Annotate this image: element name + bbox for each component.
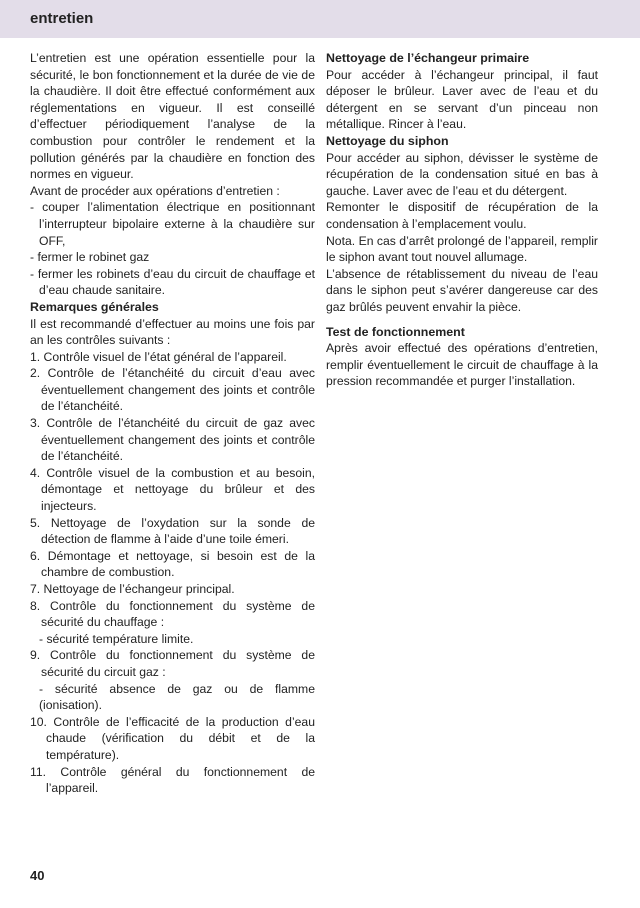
- page-title: entretien: [30, 10, 94, 27]
- test-heading: Test de fonctionnement: [326, 324, 465, 339]
- check-item: 1. Contrôle visuel de l’état général de l’appareil.: [30, 349, 287, 364]
- check-item: 4. Contrôle visuel de la combustion et au besoin, démontage et nettoyage du brûleur et des injecteurs.: [30, 465, 315, 514]
- check-item: 3. Contrôle de l’étanchéité du circuit de gaz avec éventuellement changement des joints et contrôle de l’étanchéité.: [30, 416, 315, 464]
- check-item: 6. Démontage et nettoyage, si besoin est de la chambre de combustion.: [30, 548, 315, 580]
- check-subitem: - sécurité température limite.: [39, 631, 194, 646]
- right-column: [326, 50, 598, 390]
- siphon-heading: Nettoyage du siphon: [326, 133, 449, 148]
- siphon-paragraph-2: Remonter le dispositif de récupération de la condensation à l’emplacement voulu.: [326, 200, 598, 231]
- step-item: - fermer les robinets d’eau du circuit de chauffage et d’eau chaude sanitaire.: [30, 266, 315, 298]
- test-paragraph: Après avoir effectué des opérations d’entretien, remplir éventuellement le circuit de chauffage à la pression recommandée et purger l’installation.: [326, 341, 598, 389]
- remarks-heading: Remarques générales: [30, 299, 159, 314]
- step-item: - couper l’alimentation électrique en positionnant l’interrupteur bipolaire externe à la chaudière sur OFF,: [30, 200, 315, 248]
- siphon-warning: L’absence de rétablissement du niveau de l’eau dans le siphon peut s’avérer dangereuse car des gaz brûlés peuvent envahir la pièce.: [326, 266, 598, 314]
- before-maintenance-text: Avant de procéder aux opérations d’entretien :: [30, 183, 280, 198]
- check-item: 2. Contrôle de l’étanchéité du circuit d’eau avec éventuellement changement des joints et contrôle de l’étanchéité.: [30, 366, 315, 414]
- check-item: 10. Contrôle de l’efficacité de la production d’eau chaude (vérification du débit et de la température).: [30, 714, 315, 762]
- remarks-intro: Il est recommandé d’effectuer au moins une fois par an les contrôles suivants :: [30, 316, 315, 348]
- siphon-paragraph: Pour accéder au siphon, dévisser le système de récupération de la condensation situé en bas à gauche. Laver avec de l’eau et du détergent.: [326, 150, 598, 198]
- check-item: 11. Contrôle général du fonctionnement de l’appareil.: [30, 764, 315, 796]
- check-item: 5. Nettoyage de l’oxydation sur la sonde de détection de flamme à l’aide d’une toile émeri.: [30, 515, 315, 547]
- exchanger-paragraph: Pour accéder à l’échangeur principal, il faut déposer le brûleur. Laver avec de l’eau et du détergent en se servant d’un pinceau non métallique. Rincer à l’eau.: [326, 67, 598, 132]
- check-item: 8. Contrôle du fonctionnement du système de sécurité du chauffage :: [30, 598, 315, 630]
- header-bar: [0, 0, 640, 38]
- step-item: - fermer le robinet gaz: [30, 250, 150, 265]
- page-number: 40: [30, 868, 45, 883]
- left-column: [30, 50, 315, 797]
- siphon-note: Nota. En cas d’arrêt prolongé de l’appareil, remplir le siphon avant tout nouvel allumage.: [326, 233, 598, 265]
- check-item: 7. Nettoyage de l’échangeur principal.: [30, 582, 235, 596]
- check-item: 9. Contrôle du fonctionnement du système de sécurité du circuit gaz :: [30, 648, 315, 679]
- intro-paragraph: L’entretien est une opération essentielle pour la sécurité, le bon fonctionnement et la durée de vie de la chaudière. Il doit être effectué conformément aux réglementations en vigueur. Il est conseillé d’effectuer périodiquement l’analyse de la combustion pour contrôler le rendement et la pollution générés par la chaudière en fonction des normes en vigueur.: [30, 51, 315, 182]
- exchanger-heading: Nettoyage de l’échangeur primaire: [326, 51, 530, 65]
- check-subitem: - sécurité absence de gaz ou de flamme (ionisation).: [39, 681, 315, 713]
